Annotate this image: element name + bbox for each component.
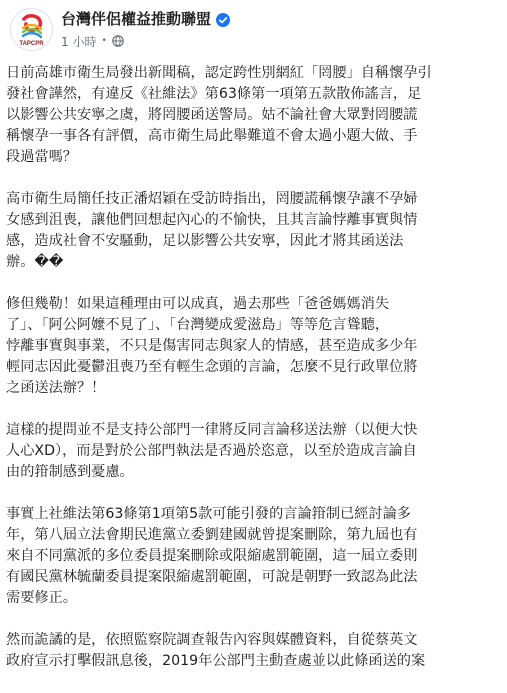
- post-paragraph-4: 這樣的提問並不是支持公部門一律將反同言論移送法辦（以便大快 人心XD），而是對於公部門執法是否過於恣意，以至於造成言論自 由的箝制感到憂慮。: [6, 422, 418, 480]
- post-header: [0, 0, 507, 62]
- post-paragraph-1: 日前高雄市衛生局發出新聞稿，認定跨性別網紅「罔腰」自稱懷孕引 發社會譁然，有違反《社維法》第63條第一項第五款散佈謠言，足 以影響公共安寧之虞，將罔腰函送警局。姑不論社會大眾對罔腰謊 稱懷孕一事各有評價，高市衛生局此舉難道不會太過小題大做、手 段過當嗎？: [6, 65, 432, 165]
- post-content: [6, 63, 503, 693]
- meta-separator: •: [101, 36, 107, 46]
- page-avatar[interactable]: [10, 8, 53, 51]
- globe-icon[interactable]: [112, 35, 124, 47]
- page-name-row: [61, 9, 230, 29]
- post-paragraph-2: 高市衛生局簡任技正潘炤穎在受訪時指出，罔腰謊稱懷孕讓不孕婦 女感到沮喪，讓他們回想起內心的不愉快，且其言論悖離事實與情 感，造成社會不安騷動，足以影響公共安寧，因此才將其函送法 辦。��: [6, 191, 418, 270]
- tapcpr-logo-icon: [11, 9, 52, 50]
- page-name[interactable]: 台灣伴侶權益推動聯盟: [61, 10, 212, 28]
- post-meta: [61, 33, 124, 49]
- avatar-caption: TAPCPR: [19, 41, 44, 47]
- post-paragraph-6: 然而詭譎的是，依照監察院調查報告內容與媒體資料，自從蔡英文 政府宣示打擊假訊息後，2019年公部門主動查處並以此條函送的案: [6, 632, 426, 669]
- verified-check-icon: [216, 12, 230, 26]
- post-paragraph-5: 事實上社維法第63條第1項第5款可能引發的言論箝制已經討論多 年，第八屆立法會期民進黨立委劉建國就曾提案刪除，第九屆也有 來自不同黨派的多位委員提案刪除或限縮處罰範圍，這一屆立委則 有國民黨林毓蘭委員提案限縮處罰範圍，可說是朝野一致認為此法 需要修正。: [6, 506, 418, 606]
- post-time[interactable]: 1 小時: [61, 34, 97, 49]
- post-paragraph-3: 修但幾勒！如果這種理由可以成真，過去那些「爸爸媽媽消失 了」、「阿公阿嬤不見了」、「台灣變成愛滋島」等等危言聳聽， 悖離事實與事業，不只是傷害同志與家人的情感，甚至造成多少年 輕同志因此憂鬱沮喪乃至有輕生念頭的言論，怎麼不見行政單位將 之函送法辦？！: [6, 296, 418, 396]
